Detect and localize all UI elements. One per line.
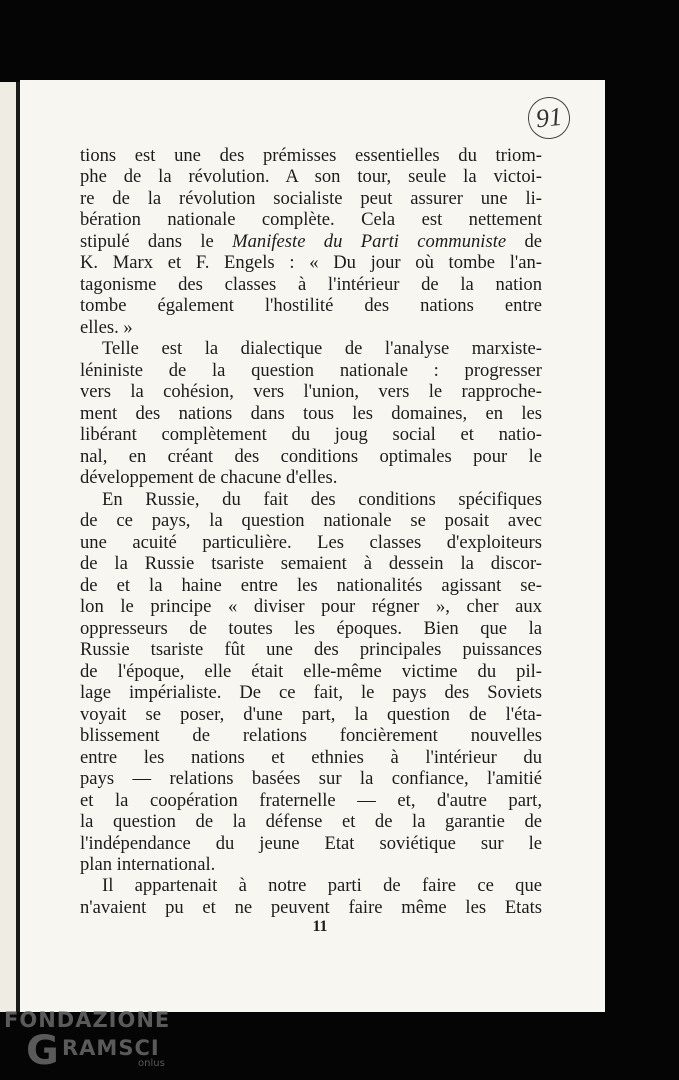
text-line: tombe également l'hostilité des nations entre <box>80 295 542 317</box>
text-line: libérant complètement du joug social et natio- <box>80 424 542 446</box>
text-line: de ce pays, la question nationale se posait avec <box>80 510 542 532</box>
text-line: pays — relations basées sur la confiance, l'amitié <box>80 768 542 790</box>
text-line: tagonisme des classes à l'intérieur de la nation <box>80 273 542 295</box>
text-line: Russie tsariste fût une des principales puissances <box>80 639 542 661</box>
text-line: une acuité particulière. Les classes d'exploiteurs <box>80 531 542 553</box>
text-line: ment des nations dans tous les domaines, en les <box>80 402 542 424</box>
text-line: re de la révolution socialiste peut assurer une li- <box>80 187 542 209</box>
handwritten-folio-number: 91 <box>526 95 572 141</box>
text-line: et la coopération fraternelle — et, d'autre part, <box>80 789 542 811</box>
text-line: développement de chacune d'elles. <box>80 467 338 489</box>
watermark-line-fondazione: FONDAZIONE <box>4 1008 171 1032</box>
text-line: lage impérialiste. De ce fait, le pays des Soviets <box>80 682 542 704</box>
text-line <box>80 231 542 252</box>
text-line: nal, en créant des conditions optimales pour le <box>80 445 542 467</box>
text-line: la question de la défense et de la garantie de <box>80 811 542 833</box>
text-line: En Russie, du fait des conditions spécifiques <box>102 488 542 510</box>
text-line: n'avaient pu et ne peuvent faire même les Etats <box>80 896 542 918</box>
text-line: Il appartenait à notre parti de faire ce que <box>102 875 542 897</box>
text-line: vers la cohésion, vers l'union, vers le rapproche- <box>80 381 542 403</box>
text-line: voyait se poser, d'une part, la question de l'éta- <box>80 703 542 725</box>
text-line: blissement de relations foncièrement nouvelles <box>80 725 542 747</box>
text-line: de et la haine entre les nationalités agissant se- <box>80 574 542 596</box>
text-line: entre les nations et ethnies à l'intérieur du <box>80 746 542 768</box>
text-line: elles. » <box>80 316 133 338</box>
text-line: K. Marx et F. Engels : « Du jour où tombe l'an- <box>80 252 542 274</box>
text-line: lon le principe « diviser pour régner », cher aux <box>80 596 542 618</box>
text-line: Telle est la dialectique de l'analyse marxiste- <box>102 338 542 360</box>
text-line: léniniste de la question nationale : progresser <box>80 359 542 381</box>
watermark-onlus: onlus <box>138 1058 165 1069</box>
text-line: tions est une des prémisses essentielles du triom- <box>80 145 542 166</box>
text-line: plan international. <box>80 853 216 875</box>
facing-page-edge <box>0 82 16 1012</box>
page-number: 11 <box>312 918 328 935</box>
text-line: oppresseurs de toutes les époques. Bien que la <box>80 617 542 639</box>
text-line: bération nationale complète. Cela est nettement <box>80 209 542 231</box>
page-body-text <box>80 145 542 918</box>
text-line: l'indépendance du jeune Etat soviétique sur le <box>80 832 542 854</box>
book-title-italic: Manifeste du Parti communiste <box>232 230 507 252</box>
text-line: de l'époque, elle était elle-même victime du pil- <box>80 660 542 682</box>
fondazione-gramsci-watermark <box>4 1008 174 1078</box>
text-line: phe de la révolution. A son tour, seule la victoi- <box>80 166 542 188</box>
watermark-line-ramsci: RAMSCI <box>62 1036 160 1060</box>
text-segment: stipulé dans le <box>80 230 233 252</box>
text-line: de la Russie tsariste semaient à dessein la discor- <box>80 553 542 575</box>
watermark-g-letter: G <box>26 1028 59 1074</box>
text-segment: de <box>506 230 543 252</box>
